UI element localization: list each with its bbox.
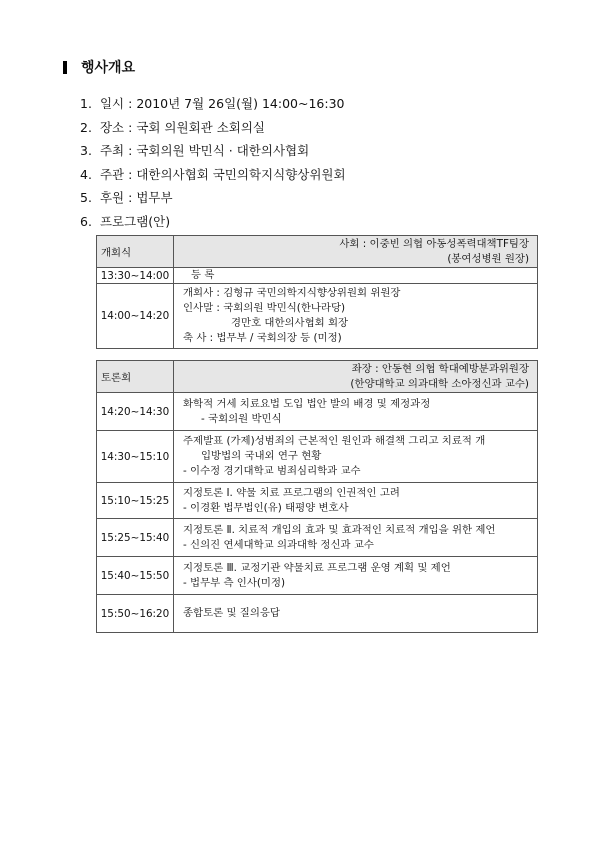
table-row [97,431,538,483]
section-heading [63,57,135,77]
time-cell: 13:30~14:00 [97,268,174,284]
time-cell: 14:20~14:30 [97,393,174,431]
content-cell: 지정토론 Ⅱ. 치료적 개입의 효과 및 효과적인 치료적 개입을 위한 제언 - 신의진 연세대학교 의과대학 정신과 교수 [174,519,538,557]
time-cell: 15:40~15:50 [97,557,174,595]
table-header-row [97,236,538,268]
list-item: 3. 주최 : 국회의원 박민식 · 대한의사협회 [80,143,310,159]
heading-bullet [63,61,67,74]
time-cell: 14:00~14:20 [97,284,174,349]
time-cell: 14:30~15:10 [97,431,174,483]
list-item: 5. 후원 : 법무부 [80,190,173,206]
content-cell: 화학적 거세 치료요법 도입 법안 발의 배경 및 제정과정 - 국회의원 박민식 [174,393,538,431]
list-item: 4. 주관 : 대한의사협회 국민의학지식향상위원회 [80,166,346,182]
table-row [97,393,538,431]
content-cell: 종합토론 및 질의응답 [174,595,538,633]
content-cell: 주제발표 (가제)성범죄의 근본적인 원인과 해결책 그리고 치료적 개 입방법의 국내외 연구 현황 - 이수정 경기대학교 범죄심리학과 교수 [174,431,538,483]
forum-table [96,360,538,633]
table-row [97,595,538,633]
opening-host: 사회 : 이중빈 의협 아동성폭력대책TF팀장 (봉여성병원 원장) [174,236,538,268]
list-item: 6. 프로그램(안) [80,213,171,229]
content-cell: 등 록 [174,268,538,284]
table-row [97,557,538,595]
table-header-row [97,361,538,393]
overview-list [80,92,346,234]
time-cell: 15:25~15:40 [97,519,174,557]
forum-chair: 좌장 : 안동현 의협 학대예방분과위원장 (한양대학교 의과대학 소아정신과 교수) [174,361,538,393]
opening-table [96,235,538,349]
table-row [97,483,538,519]
heading-text: 행사개요 [81,60,136,76]
opening-title: 개회식 [97,236,174,268]
time-cell: 15:50~16:20 [97,595,174,633]
table-row [97,268,538,284]
table-row [97,284,538,349]
content-cell: 개회사 : 김형규 국민의학지식향상위원회 위원장 인사말 : 국회의원 박민식(한나라당) 경만호 대한의사협회 회장 축 사 : 법무부 / 국회의장 등 (미정) [174,284,538,349]
content-cell: 지정토론 Ⅰ. 약물 치료 프로그램의 인권적인 고려 - 이경환 법무법인(유) 태평양 변호사 [174,483,538,519]
content-cell: 지정토론 Ⅲ. 교정기관 약물치료 프로그램 운영 계획 및 제언 - 법무부 측 인사(미정) [174,557,538,595]
table-row [97,519,538,557]
list-item: 1. 일시 : 2010년 7월 26일(월) 14:00~16:30 [80,96,345,111]
time-cell: 15:10~15:25 [97,483,174,519]
list-item: 2. 장소 : 국회 의원회관 소회의실 [80,119,266,135]
forum-title: 토론회 [97,361,174,393]
